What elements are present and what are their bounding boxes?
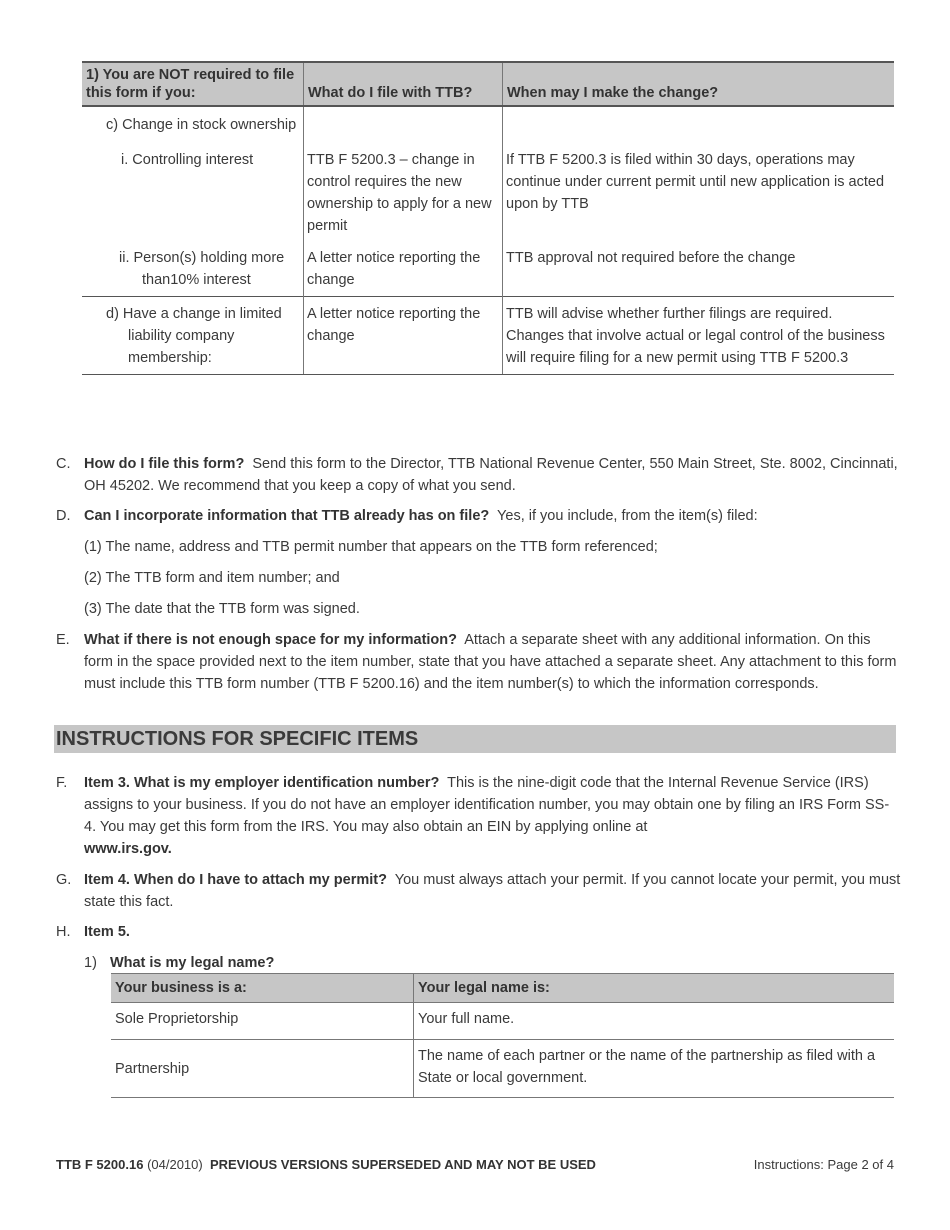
table-row: i. Controlling interest TTB F 5200.3 – change in control requires the new ownership to apply for a new permit If TTB F 5200.3 is filed within 30 days, operations may continue under current permit until new application is acted upon by TTB — [82, 149, 894, 247]
section-g: G. Item 4. When do I have to attach my permit? You must always attach your permit. If you cannot locate your permit, you must state this fact. — [56, 872, 901, 910]
header-not-required: 1) You are NOT required to file this form if you: — [82, 62, 304, 106]
list-item: (1) The name, address and TTB permit number that appears on the TTB form referenced; — [84, 539, 658, 555]
list-item: (3) The date that the TTB form was signed. — [84, 601, 360, 617]
header-when-change: When may I make the change? — [503, 62, 895, 106]
table-row: Sole Proprietorship Your full name. — [111, 1003, 894, 1040]
header-legal-name: Your legal name is: — [414, 974, 895, 1003]
section-c: C. How do I file this form? Send this form to the Director, TTB National Revenue Center, 550 Main Street, Ste. 8002, Cincinnati, OH 45202. We recommend that you keep a copy of what you send. — [56, 456, 898, 494]
change-requirements-table — [82, 61, 894, 375]
list-item: (2) The TTB form and item number; and — [84, 570, 340, 586]
irs-link[interactable]: www.irs.gov. — [84, 841, 172, 857]
form-date: (04/2010) — [147, 1157, 203, 1172]
header-business-type: Your business is a: — [111, 974, 414, 1003]
section-f: F. Item 3. What is my employer identification number? This is the nine-digit code that the Internal Revenue Service (IRS) assigns to your business. If you do not have an employer identification number, you may obtain one by filing an IRS Form SS-4. You may get this form from the IRS. You may also obtain an EIN by applying online at www.irs.gov. — [56, 775, 890, 857]
section-h: H. Item 5. — [56, 924, 130, 940]
header-what-file: What do I file with TTB? — [304, 62, 503, 106]
section-d: D. Can I incorporate information that TTB already has on file? Yes, if you include, from the item(s) filed: — [56, 508, 758, 524]
page-footer — [56, 1156, 894, 1174]
supersede-notice: PREVIOUS VERSIONS SUPERSEDED AND MAY NOT BE USED — [209, 1157, 596, 1172]
legal-name-table — [111, 973, 894, 1098]
page-number: Instructions: Page 2 of 4 — [753, 1157, 894, 1172]
form-number: TTB F 5200.16 — [56, 1157, 144, 1172]
section-e: E. What if there is not enough space for my information? Attach a separate sheet with any additional information. On this form in the space provided next to the item number, state that you have attached a separate sheet. Any attachment to this form must include this TTB form number (TTB F 5200.16) and the item number(s) to which the information corresponds. — [56, 632, 897, 692]
table-row: d) Have a change in limited liability company membership: A letter notice reporting the change TTB will advise whether further filings are required. Changes that involve actual or legal control of the business will require filing for a new permit using TTB F 5200.3 — [82, 297, 894, 375]
table-row: ii. Person(s) holding more than10% interest A letter notice reporting the change TTB approval not required before the change — [82, 247, 894, 297]
table-row: c) Change in stock ownership — [82, 106, 894, 149]
legal-name-heading: 1) What is my legal name? — [84, 955, 275, 971]
table-row: Partnership The name of each partner or the name of the partnership as filed with a State or local government. — [111, 1040, 894, 1098]
section-banner: INSTRUCTIONS FOR SPECIFIC ITEMS — [54, 725, 896, 753]
